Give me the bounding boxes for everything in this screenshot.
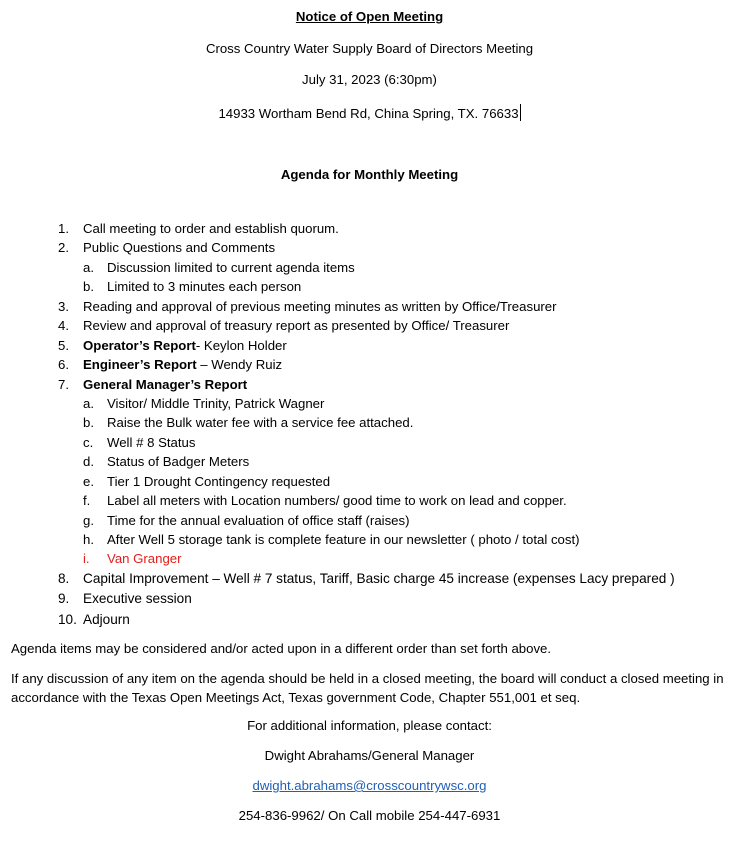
contact-name: Dwight Abrahams/General Manager <box>264 748 475 763</box>
item-text: Reading and approval of previous meeting minutes as written by Office/Treasurer <box>83 298 557 314</box>
subitem-text: Label all meters with Location numbers/ good time to work on lead and copper. <box>107 493 567 509</box>
contact-phone: 254-836-9962/ On Call mobile 254-447-6931 <box>238 808 501 823</box>
item-text <box>83 355 282 374</box>
subitem-letter: f. <box>83 493 91 509</box>
item-text: Capital Improvement – Well # 7 status, Tariff, Basic charge 45 increase (expenses Lacy prepared ) <box>83 570 675 586</box>
agenda-item-4 <box>0 316 739 335</box>
item-text: Executive session <box>83 591 192 607</box>
agenda-subitem-7e <box>0 472 739 491</box>
agenda-subitem-7i <box>0 549 739 568</box>
agenda-subitem-7c <box>0 433 739 452</box>
subitem-letter: b. <box>83 415 94 431</box>
subitem-text: Van Granger <box>107 551 182 567</box>
subitem-text: Raise the Bulk water fee with a service fee attached. <box>107 415 414 431</box>
agenda-item-1 <box>0 219 739 238</box>
agenda-subitem-7b <box>0 413 739 432</box>
subitem-text: Limited to 3 minutes each person <box>107 279 302 295</box>
closed-meeting-note: If any discussion of any item on the agenda should be held in a closed meeting, the board will conduct a closed meeting in accordance with the Texas Open Meetings Act, Texas government Code, Chapter 551,001 et seq. <box>11 671 724 705</box>
agenda-item-2 <box>0 238 739 257</box>
agenda-item-10 <box>0 610 739 631</box>
subitem-letter: h. <box>83 532 94 547</box>
item-detail: – Wendy Ruiz <box>196 357 283 373</box>
item-text: Review and approval of treasury report as presented by Office/ Treasurer <box>83 318 510 334</box>
order-note: Agenda items may be considered and/or acted upon in a different order than set forth above. <box>11 641 552 656</box>
notice-title: Notice of Open Meeting <box>295 9 444 24</box>
subitem-text: Status of Badger Meters <box>107 454 250 470</box>
agenda-item-3 <box>0 297 739 316</box>
meeting-address <box>0 104 739 121</box>
item-text: Public Questions and Comments <box>83 240 276 256</box>
agenda-subitem-2a <box>0 258 739 277</box>
item-heading: General Manager’s Report <box>83 376 248 392</box>
agenda-subitem-7f <box>0 491 739 510</box>
agenda-subitem-7g <box>0 511 739 530</box>
agenda-subitem-7a <box>0 394 739 413</box>
subitem-text: Time for the annual evaluation of office staff (raises) <box>107 512 410 528</box>
item-text: Adjourn <box>83 611 130 627</box>
subitem-text: Well # 8 Status <box>107 434 196 450</box>
agenda-subitem-7d <box>0 452 739 471</box>
agenda-item-9 <box>0 589 739 610</box>
item-number: 3. <box>58 298 69 314</box>
contact-email <box>0 778 739 793</box>
subitem-text: Tier 1 Drought Contingency requested <box>107 473 331 489</box>
subitem-letter: a. <box>83 395 94 411</box>
item-number: 1. <box>58 221 69 236</box>
agenda-item-8 <box>0 569 739 590</box>
item-text <box>83 336 287 355</box>
item-number: 6. <box>58 357 69 373</box>
subitem-letter: i. <box>83 551 90 567</box>
item-number: 2. <box>58 240 69 256</box>
email-link[interactable]: dwight.abrahams@crosscountrywsc.org <box>252 778 487 793</box>
subitem-letter: b. <box>83 279 94 295</box>
agenda-subitem-2b <box>0 277 739 296</box>
text-cursor <box>520 104 521 121</box>
agenda-item-7 <box>0 375 739 394</box>
item-number: 7. <box>58 376 69 392</box>
item-text <box>83 375 247 394</box>
item-number: 9. <box>58 591 70 607</box>
item-number: 4. <box>58 318 69 334</box>
agenda-item-5 <box>0 336 739 355</box>
subitem-text: After Well 5 storage tank is complete feature in our newsletter ( photo / total cost) <box>107 532 580 547</box>
agenda-list <box>0 219 739 630</box>
subitem-letter: e. <box>83 473 94 489</box>
item-number: 10. <box>58 611 77 627</box>
subitem-letter: a. <box>83 259 94 275</box>
organization-name: Cross Country Water Supply Board of Directors Meeting <box>205 41 534 56</box>
subitem-text: Visitor/ Middle Trinity, Patrick Wagner <box>107 395 325 411</box>
item-detail: - Keylon Holder <box>195 337 287 353</box>
item-number: 8. <box>58 570 70 586</box>
subitem-letter: g. <box>83 512 94 528</box>
meeting-address-text: 14933 Wortham Bend Rd, China Spring, TX. 76633 <box>218 106 519 121</box>
item-text: Call meeting to order and establish quorum. <box>83 221 339 236</box>
agenda-title: Agenda for Monthly Meeting <box>280 167 459 182</box>
subitem-letter: c. <box>83 434 94 450</box>
item-heading: Engineer’s Report <box>83 357 197 373</box>
subitem-text: Discussion limited to current agenda items <box>107 259 355 275</box>
agenda-item-6 <box>0 355 739 374</box>
contact-intro: For additional information, please contact: <box>247 718 492 733</box>
item-number: 5. <box>58 337 69 353</box>
meeting-date: July 31, 2023 (6:30pm) <box>302 72 437 87</box>
item-heading: Operator’s Report <box>83 337 196 353</box>
agenda-subitem-7h <box>0 530 739 549</box>
subitem-letter: d. <box>83 454 94 470</box>
